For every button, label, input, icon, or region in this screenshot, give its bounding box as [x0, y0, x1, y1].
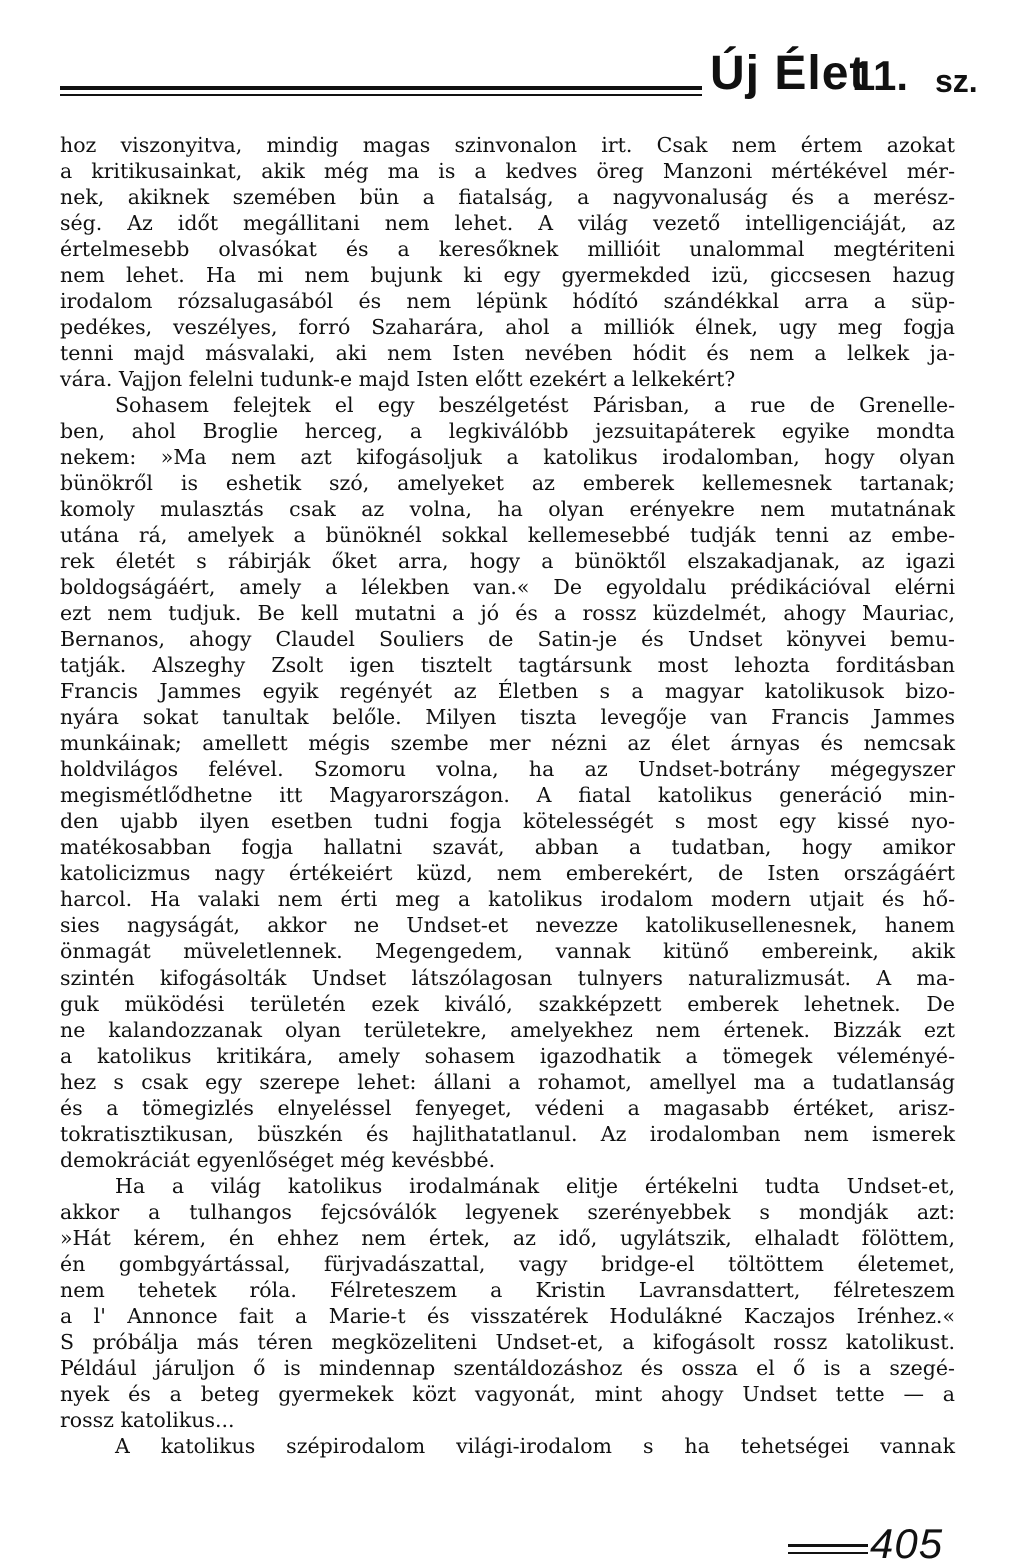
text-line: pedékes, veszélyes, forró Szaharára, ahol a milliók élnek, ugy meg fogja — [60, 315, 955, 340]
text-line: értelmesebb olvasókat és a keresőknek millióit unalommal megtériteni — [60, 237, 955, 262]
text-line: tokratisztikusan, büszkén és hajlithatatlanul. Az irodalomban nem ismerek — [60, 1121, 955, 1146]
footer-rule-bottom — [788, 1552, 868, 1554]
text-line: a kritikusainkat, akik még ma is a kedves öreg Manzoni mértékével mér- — [60, 159, 955, 184]
footer-rule-top — [788, 1544, 868, 1547]
text-line: én gombgyártással, fürjvadászattal, vagy bridge-el töltöttem életemet, — [60, 1251, 955, 1276]
text-line: akkor a tulhangos fejcsóválók legyenek szerényebbek s mondják azt: — [60, 1199, 955, 1224]
text-line: boldogságáért, amely a lélekben van.« De egyoldalu prédikációval elérni — [60, 575, 955, 600]
text-line: nyek és a beteg gyermekek közt vagyonát, mint ahogy Undset tette — a — [60, 1381, 955, 1406]
text-line: Bernanos, ahogy Claudel Souliers de Satin-je és Undset könyvei bemu- — [60, 627, 955, 652]
text-line: demokráciát egyenlőséget még kevésbbé. — [60, 1147, 496, 1172]
text-line: sies nagyságát, akkor ne Undset-et nevezze katolikusellenesnek, hanem — [60, 913, 955, 938]
text-line: rossz katolikus... — [60, 1407, 235, 1432]
text-line: matékosabban fogja hallatni szavát, abban a tudatban, hogy amikor — [60, 835, 955, 860]
text-line: irodalom rózsalugasából és nem lépünk hódító szándékkal arra a süp- — [60, 289, 955, 314]
text-line: Francis Jammes egyik regényét az Életben s a magyar katolikusok bizo- — [60, 679, 955, 704]
header-rule-top — [60, 86, 702, 90]
text-line: a l' Annonce fait a Marie-t és visszatérek Hodulákné Kaczajos Irénhez.« — [60, 1303, 955, 1328]
text-line: nekem: »Ma nem azt kifogásoljuk a katolikus irodalomban, hogy olyan — [60, 445, 955, 470]
text-line: »Hát kérem, én ehhez nem értek, az idő, ugylátszik, elhaladt fölöttem, — [60, 1225, 955, 1250]
paragraph-1 — [60, 132, 955, 392]
text-line: hez s csak egy szerepe lehet: állani a rohamot, amellyel ma a tudatlanság — [60, 1069, 955, 1094]
text-line: nem lehet. Ha mi nem bujunk ki egy gyermekded izü, giccsesen hazug — [60, 263, 955, 288]
text-line: ne kalandozzanak olyan területekre, amelyekhez nem értenek. Bizzák ezt — [60, 1017, 955, 1042]
issue-number: 11. — [852, 52, 909, 99]
text-line: Például járuljon ő is mindennap szentáldozáshoz és ossza el ő is a szegé- — [60, 1355, 955, 1380]
text-line: ben, ahol Broglie herceg, a legkiválóbb jezsuitapáterek egyike mondta — [60, 419, 955, 444]
text-line: ség. Az időt megállitani nem lehet. A világ vezető intelligenciáját, az — [60, 211, 955, 236]
text-line: komoly mulasztás csak az volna, ha olyan erényekre nem mutatnának — [60, 497, 955, 522]
text-line: munkáinak; amellett mégis szembe mer nézni az élet árnyas és nemcsak — [60, 731, 955, 756]
text-line: bünökről is eshetik szó, amelyeket az emberek kellemesnek tartanak; — [60, 471, 955, 496]
text-line: holdvilágos felével. Szomoru volna, ha az Undset-botrány mégegyszer — [60, 757, 955, 782]
text-line: a katolikus kritikára, amely sohasem igazodhatik a tömegek véleményé- — [60, 1043, 955, 1068]
paragraph-4 — [60, 1433, 955, 1459]
text-line: önmagát müveletlennek. Megengedem, vannak kitünő embereink, akik — [60, 939, 955, 964]
page-number: 405 — [870, 1520, 944, 1567]
text-line: Ha a világ katolikus irodalmának elitje értékelni tudta Undset-et, — [115, 1173, 955, 1198]
text-line: harcol. Ha valaki nem érti meg a katolikus irodalom modern utjait és hő- — [60, 887, 955, 912]
article-body — [60, 132, 955, 1459]
text-line: és a tömegizlés elnyeléssel fenyeget, védeni a magasabb értéket, arisz- — [60, 1095, 955, 1120]
text-line: megismétlődhetne itt Magyarországon. A fiatal katolikus generáció min- — [60, 783, 955, 808]
text-line: vára. Vajjon felelni tudunk-e majd Isten előtt ezekért a lelkekért? — [60, 367, 736, 392]
text-line: tatják. Alszeghy Zsolt igen tisztelt tagtársunk most lehozta forditásban — [60, 653, 955, 678]
text-line: szintén kifogásolták Undset látszólagosan tulnyers naturalizmusát. A ma- — [60, 965, 955, 990]
text-line: ezt nem tudjuk. Be kell mutatni a jó és a rossz küzdelmét, ahogy Mauriac, — [60, 601, 955, 626]
header-rule-bottom — [60, 94, 702, 96]
paragraph-2 — [60, 392, 955, 1172]
paragraph-3 — [60, 1173, 955, 1433]
text-line: den ujabb ilyen esetben tudni fogja kötelességét s most egy kissé nyo- — [60, 809, 955, 834]
text-line: Sohasem felejtek el egy beszélgetést Párisban, a rue de Grenelle- — [115, 393, 955, 418]
text-line: A katolikus szépirodalom világi-irodalom s ha tehetségei vannak — [115, 1433, 955, 1458]
text-line: hoz viszonyitva, mindig magas szinvonalon irt. Csak nem értem azokat — [60, 133, 955, 157]
text-line: katolicizmus nagy értékeiért küzd, nem emberekért, de Isten országáért — [60, 861, 955, 886]
text-line: nyára sokat tanultak belőle. Milyen tiszta levegője van Francis Jammes — [60, 705, 955, 730]
text-line: rek életét s rábirják őket arra, hogy a bünöktől elszakadjanak, az igazi — [60, 549, 955, 574]
text-line: utána rá, amelyek a bünöknél sokkal kellemesebbé tudják tenni az embe- — [60, 523, 955, 548]
issue-abbreviation: sz. — [935, 63, 978, 99]
text-line: nem tehetek róla. Félreteszem a Kristin Lavransdattert, félreteszem — [60, 1277, 955, 1302]
text-line: nek, akiknek szemében bün a fiatalság, a nagyvonaluság és a merész- — [60, 185, 955, 210]
journal-title: Új Élet — [710, 47, 867, 100]
text-line: S próbálja más téren megközeliteni Undset-et, a kifogásolt rossz katolikust. — [60, 1329, 955, 1354]
text-line: tenni majd másvalaki, aki nem Isten nevében hódit és nem a lelkek ja- — [60, 341, 955, 366]
text-line: guk müködési területén ezek kiváló, szakképzett emberek lehetnek. De — [60, 991, 955, 1016]
